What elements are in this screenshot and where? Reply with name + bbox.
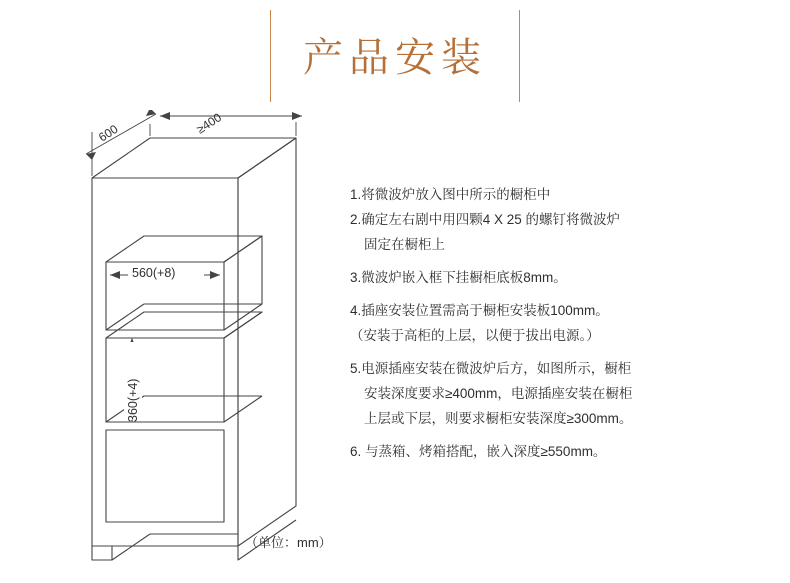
instruction-item: 6. 与蒸箱、烤箱搭配，嵌入深度≥550mm。: [350, 444, 607, 459]
instruction-item: 3.微波炉嵌入框下挂橱柜底板8mm。: [350, 270, 567, 285]
page-title-block: [270, 10, 520, 102]
instruction-item: 4.插座安装位置需高于橱柜安装板100mm。: [350, 303, 609, 318]
instruction-item: 安装深度要求≥400mm，电源插座安装在橱柜: [364, 386, 633, 401]
dim-depth-400: ≥400: [194, 110, 224, 137]
instruction-list: [350, 186, 770, 476]
page-title: 产品安装: [303, 35, 487, 80]
instruction-item: （安装于高柜的上层，以便于拔出电源。）: [350, 328, 600, 343]
dim-width-600: 600: [96, 121, 121, 145]
unit-note: （单位：mm）: [245, 535, 332, 550]
cabinet-drawing: [40, 110, 370, 570]
installation-diagram: [40, 110, 370, 570]
instruction-item: 5.电源插座安装在微波炉后方，如图所示，橱柜: [350, 361, 632, 376]
instruction-item: 固定在橱柜上: [364, 237, 445, 252]
dim-opening-height: 360(+4): [126, 378, 140, 422]
dim-opening-width: 560(+8): [132, 266, 176, 280]
instruction-item: 上层或下层，则要求橱柜安装深度≥300mm。: [364, 411, 633, 426]
instruction-item: 2.确定左右剧中用四颗4 X 25 的螺钉将微波炉: [350, 212, 621, 227]
instruction-item: 1.将微波炉放入图中所示的橱柜中: [350, 187, 551, 202]
